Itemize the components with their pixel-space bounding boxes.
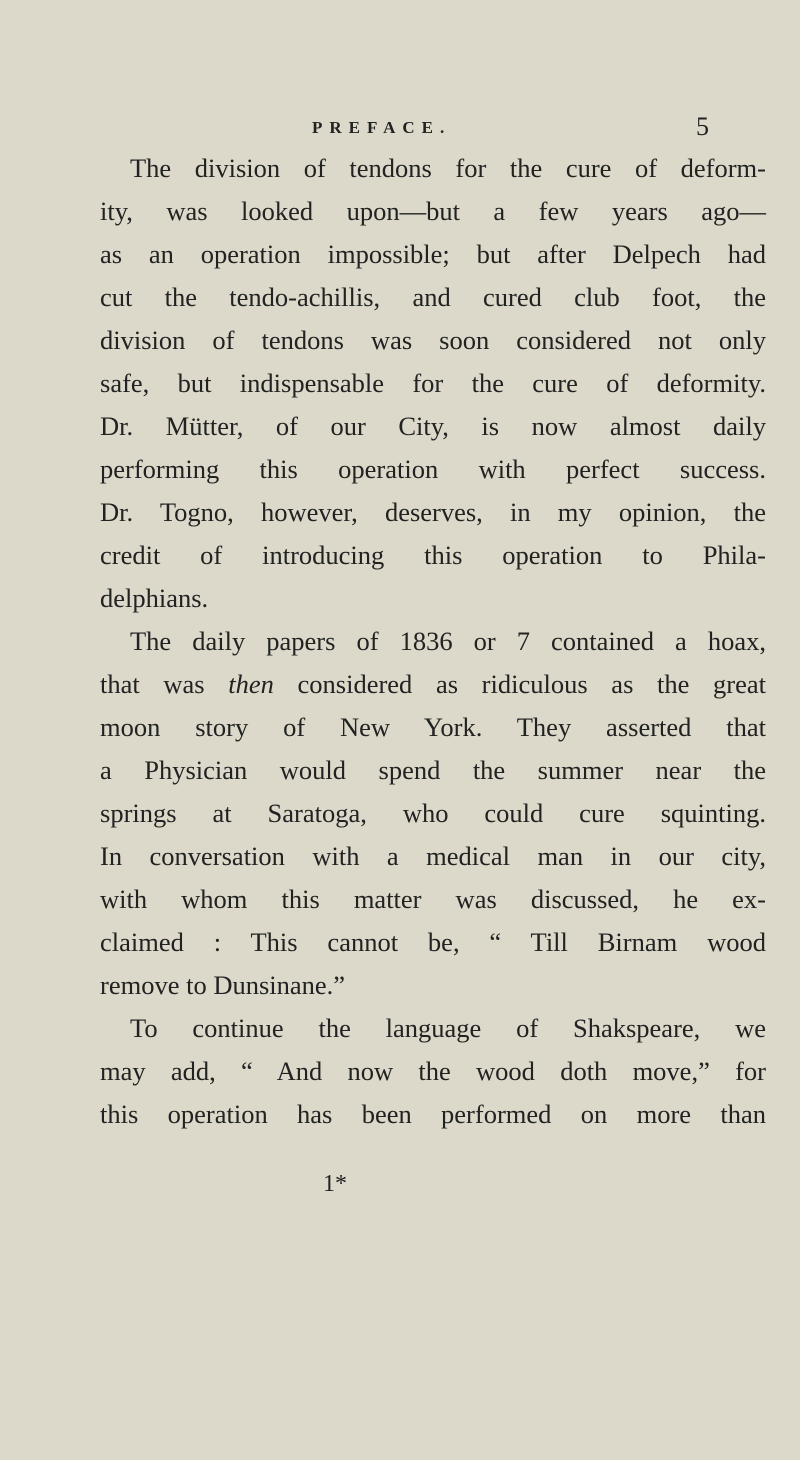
text-line: ity, was looked upon—but a few years ago—	[100, 196, 766, 226]
text-line: safe, but indispensable for the cure of deformity.	[100, 368, 766, 398]
text-line: performing this operation with perfect success.	[100, 454, 766, 484]
emphasis: then	[228, 669, 274, 699]
text-line: delphians.	[100, 583, 209, 613]
text-line: division of tendons was soon considered not only	[100, 325, 766, 355]
text-line: springs at Saratoga, who could cure squinting.	[100, 798, 766, 828]
text-line: moon story of New York. They asserted that	[100, 712, 766, 742]
text-line: that was then considered as ridiculous as the great	[100, 669, 767, 699]
text-line: Dr. Mütter, of our City, is now almost daily	[100, 411, 766, 441]
text-line: remove to Dunsinane.”	[100, 970, 346, 1000]
text-line: The division of tendons for the cure of deform-	[130, 153, 766, 183]
text-line: a Physician would spend the summer near the	[100, 755, 766, 785]
text-line: Dr. Togno, however, deserves, in my opinion, the	[100, 497, 766, 527]
page-number: 5	[696, 112, 709, 141]
header-title: PREFACE.	[312, 118, 452, 137]
text-line: The daily papers of 1836 or 7 contained a hoax,	[130, 626, 766, 656]
signature-mark: 1*	[323, 1171, 347, 1197]
running-header	[312, 112, 712, 148]
page-body-text	[100, 147, 766, 1136]
text-line: In conversation with a medical man in our city,	[100, 841, 766, 871]
text-line: with whom this matter was discussed, he ex-	[100, 884, 766, 914]
text-line: may add, “ And now the wood doth move,” for	[100, 1056, 766, 1086]
text-line: claimed : This cannot be, “ Till Birnam wood	[100, 927, 766, 957]
text-line: as an operation impossible; but after Delpech had	[100, 239, 766, 269]
text-line: this operation has been performed on more than	[100, 1099, 766, 1129]
text-line: To continue the language of Shakspeare, we	[130, 1013, 766, 1043]
text-line: cut the tendo-achillis, and cured club foot, the	[100, 282, 766, 312]
text-line: credit of introducing this operation to Phila-	[100, 540, 766, 570]
